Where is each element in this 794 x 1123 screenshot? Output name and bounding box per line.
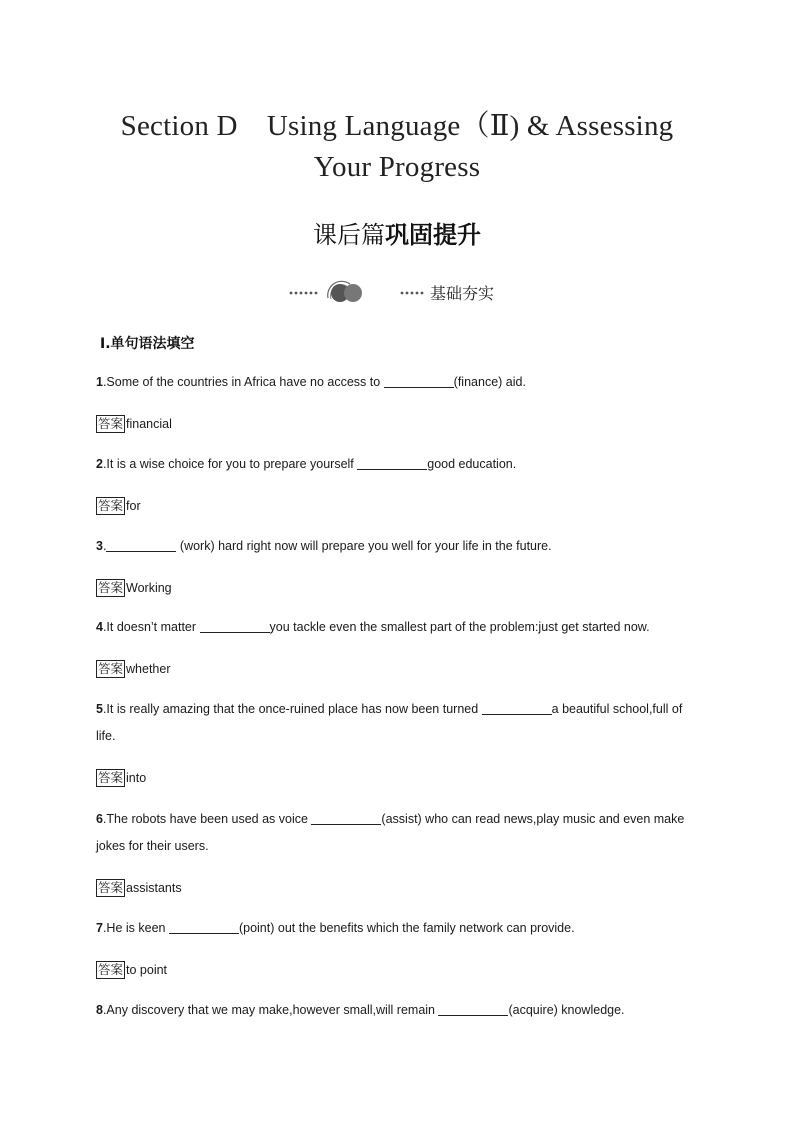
question-4 — [96, 614, 704, 641]
question-text-before: .Some of the countries in Africa have no access to — [102, 375, 384, 389]
question-text-after: you tackle even the smallest part of the problem:just get started now. — [269, 620, 650, 634]
answer-4 — [96, 660, 171, 678]
question-text-after: (work) hard right now will prepare you well for your life in the future. — [176, 539, 552, 553]
answer-text: for — [126, 499, 141, 513]
answer-blank — [311, 810, 381, 825]
page-subtitle — [0, 215, 794, 250]
answer-1 — [96, 415, 172, 433]
question-number: 1 — [96, 375, 103, 389]
answer-text: assistants — [126, 881, 182, 895]
answer-tag: 答案 — [98, 770, 124, 785]
question-text-after: (finance) aid. — [453, 375, 526, 389]
question-3 — [96, 533, 704, 560]
answer-tag: 答案 — [98, 880, 124, 895]
answer-3 — [96, 579, 172, 597]
question-text-before: . — [102, 539, 107, 553]
subtitle-plain: 课后篇 — [313, 221, 385, 249]
question-text-before: .He is keen — [102, 921, 169, 935]
question-text-after: good education. — [427, 457, 517, 471]
question-7 — [96, 915, 704, 942]
answer-tag: 答案 — [98, 498, 124, 513]
section-banner-icon — [288, 278, 428, 308]
question-number: 6 — [96, 812, 103, 826]
answer-tag: 答案 — [98, 416, 124, 431]
question-8 — [96, 997, 704, 1024]
answer-blank — [384, 373, 454, 388]
answer-tag: 答案 — [98, 661, 124, 676]
section-banner — [288, 278, 548, 308]
question-number: 4 — [96, 620, 103, 634]
question-text-before: .The robots have been used as voice — [102, 812, 312, 826]
question-2 — [96, 451, 704, 478]
subtitle-bold: 巩固提升 — [385, 221, 481, 249]
question-text-after: (point) out the benefits which the family network can provide. — [238, 921, 575, 935]
page-title-line-1: Section D Using Language（Ⅱ) & Assessing — [120, 110, 674, 142]
question-text-after: a beautiful school,full of life. — [96, 702, 683, 743]
answer-blank — [482, 700, 552, 715]
answer-text: Working — [126, 581, 172, 595]
answer-2 — [96, 497, 141, 515]
answer-5 — [96, 769, 146, 787]
section-label: 基础夯实 — [430, 284, 495, 303]
part-heading: Ⅰ.单句语法填空 — [100, 336, 195, 352]
answer-blank — [169, 919, 239, 934]
answer-blank — [200, 618, 270, 633]
answer-blank — [438, 1001, 508, 1016]
question-6 — [96, 806, 704, 860]
answer-blank — [357, 455, 427, 470]
question-number: 7 — [96, 921, 103, 935]
answer-blank — [106, 537, 176, 552]
answer-text: whether — [126, 662, 171, 676]
question-number: 8 — [96, 1003, 103, 1017]
answer-text: into — [126, 771, 147, 785]
question-text-before: .Any discovery that we may make,however small,will remain — [102, 1003, 439, 1017]
question-text-after: (acquire) knowledge. — [508, 1003, 625, 1017]
page-title-line-2: Your Progress — [313, 151, 481, 183]
question-number: 3 — [96, 539, 103, 553]
answer-7 — [96, 961, 167, 979]
question-number: 2 — [96, 457, 103, 471]
question-number: 5 — [96, 702, 103, 716]
question-text-before: .It doesn’t matter — [102, 620, 200, 634]
answer-text: financial — [126, 417, 172, 431]
answer-text: to point — [126, 963, 168, 977]
answer-tag: 答案 — [98, 962, 124, 977]
question-5 — [96, 696, 704, 750]
question-text-before: .It is a wise choice for you to prepare yourself — [102, 457, 358, 471]
question-text-before: .It is really amazing that the once-ruined place has now been turned — [102, 702, 482, 716]
question-text-after: (assist) who can read news,play music and even make jokes for their users. — [96, 812, 685, 853]
answer-tag: 答案 — [98, 580, 124, 595]
answer-6 — [96, 879, 182, 897]
question-1 — [96, 369, 704, 396]
